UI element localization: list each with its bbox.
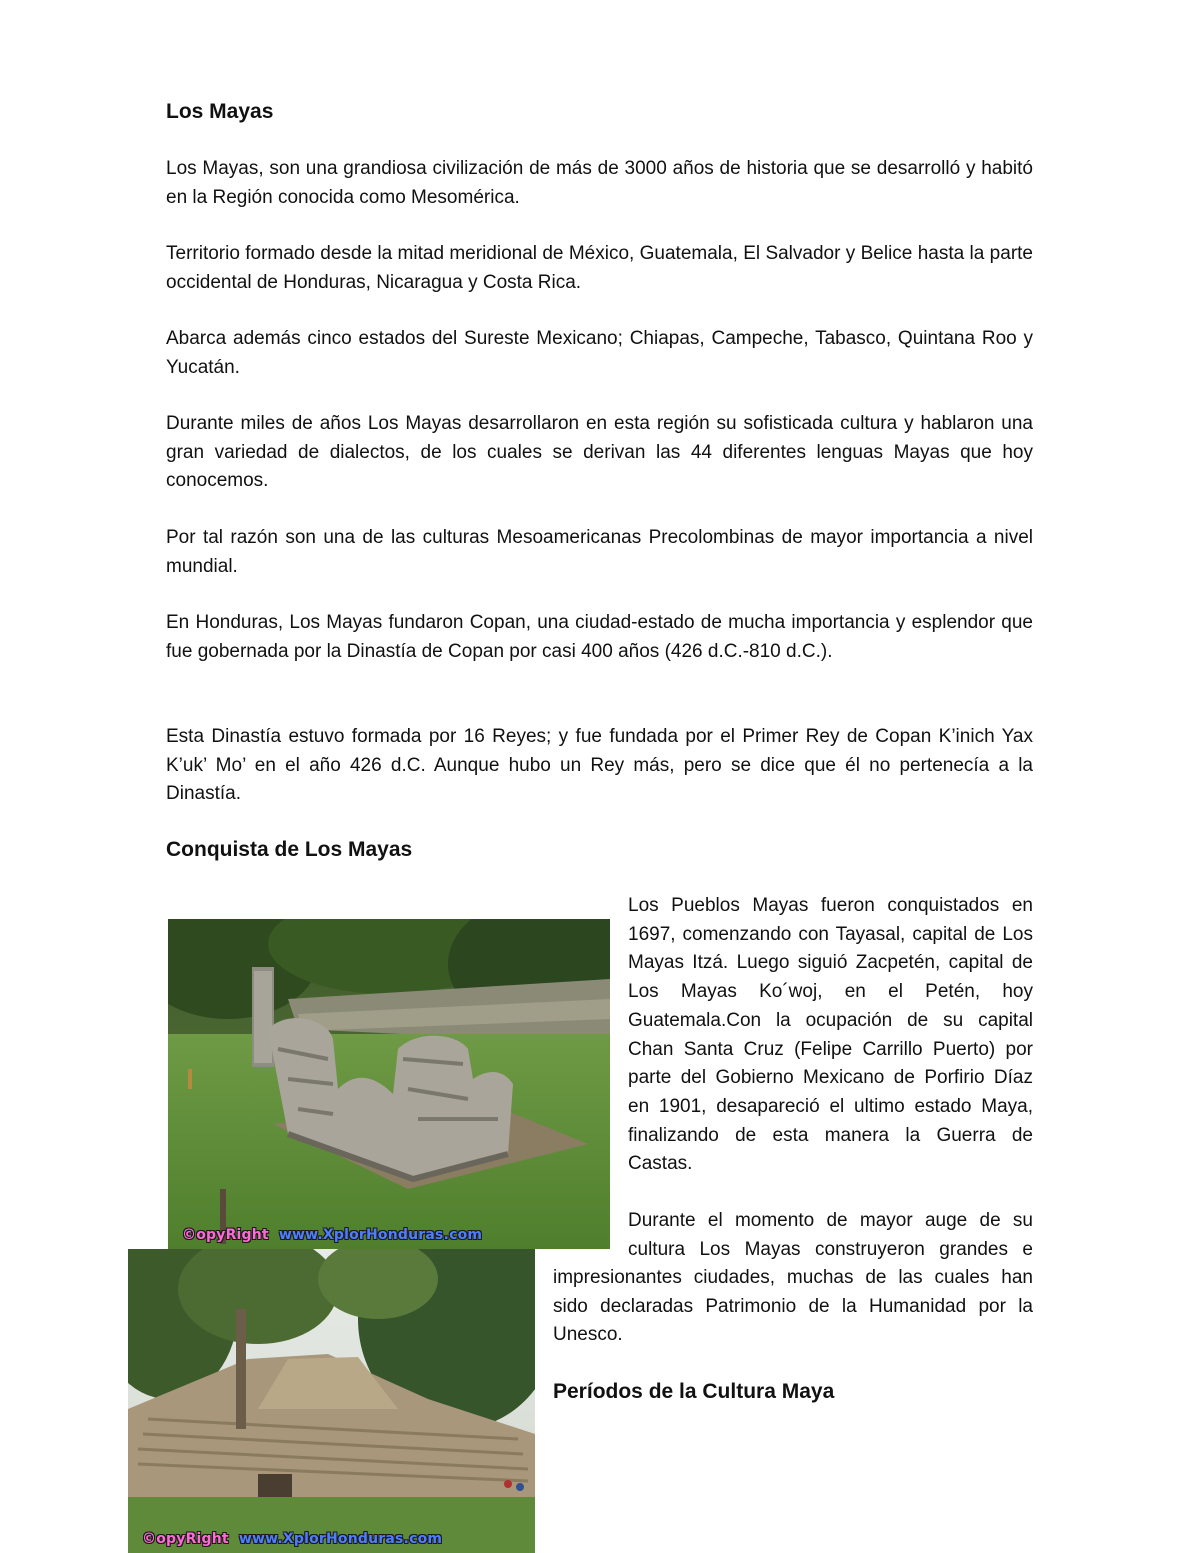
paragraph-conquest: Los Pueblos Mayas fueron conquistados en 1697, comenzando con Tayasal, capital de Los Mayas Itzá. Luego siguió Zacpetén, capital de Los Mayas Ko´woj, en el Petén, hoy Guatemala.Con la ocupación de su capital Chan Santa Cruz (Felipe Carrillo Puerto) por parte del Gobierno Mexicano de Porfirio Díaz en 1901, desapareció el ultimo estado Maya, finalizando de esta manera la Guerra de Castas. xyxy=(628,895,1033,1175)
pyramid-photo-art xyxy=(128,1249,535,1553)
paragraph-importance: Por tal razón son una de las culturas Mesoamericanas Precolombinas de mayor importancia a nivel mundial. xyxy=(166,527,1033,577)
paragraph-copan: En Honduras, Los Mayas fundaron Copan, una ciudad-estado de mucha importancia y esplendor que fue gobernada por la Dinastía de Copan por casi 400 años (426 d.C.-810 d.C.). xyxy=(166,612,1033,662)
section-heading-conquista: Conquista de Los Mayas xyxy=(166,838,413,861)
pyramid-watermark-url: www.XplorHonduras.com xyxy=(238,1531,443,1547)
sculpture-photo-watermark xyxy=(182,1227,482,1243)
pyramid-photo xyxy=(128,1249,535,1553)
paragraph-splendor-continued: impresionantes ciudades, muchas de las cuales han sido declaradas Patrimonio de la Humanidad por la Unesco. xyxy=(553,1267,1033,1346)
sculpture-photo-art xyxy=(168,919,610,1249)
paragraph-dynasty: Esta Dinastía estuvo formada por 16 Reyes; y fue fundada por el Primer Rey de Copan K’inich Yax K’uk’ Mo’ en el año 426 d.C. Aunque hubo un Rey más, pero se dice que él no pertenecía a la Dinastía. xyxy=(166,726,1033,804)
pyramid-watermark-copyright: ©opyRight xyxy=(142,1531,229,1547)
paragraph-territory: Territorio formado desde la mitad meridional de México, Guatemala, El Salvador y Belice hasta la parte occidental de Honduras, Nicaragua y Costa Rica. xyxy=(166,243,1033,293)
section-heading-periodos: Períodos de la Cultura Maya xyxy=(553,1380,835,1403)
sculpture-watermark-copyright: ©opyRight xyxy=(182,1227,269,1243)
paragraph-intro: Los Mayas, son una grandiosa civilización de más de 3000 años de historia que se desarrolló y habitó en la Región conocida como Mesomérica. xyxy=(166,158,1033,208)
paragraph-splendor-start: Durante el momento de mayor auge de su cultura Los Mayas construyeron grandes e xyxy=(628,1210,1033,1260)
pyramid-photo-watermark xyxy=(142,1531,442,1547)
paragraph-culture: Durante miles de años Los Mayas desarrollaron en esta región su sofisticada cultura y hablaron una gran variedad de dialectos, de los cuales se derivan las 44 diferentes lenguas Mayas que hoy conocemos. xyxy=(166,413,1033,491)
page-title: Los Mayas xyxy=(166,100,274,123)
paragraph-states: Abarca además cinco estados del Sureste Mexicano; Chiapas, Campeche, Tabasco, Quintana Roo y Yucatán. xyxy=(166,328,1033,378)
sculpture-photo xyxy=(168,919,610,1249)
sculpture-watermark-url: www.XplorHonduras.com xyxy=(278,1227,483,1243)
